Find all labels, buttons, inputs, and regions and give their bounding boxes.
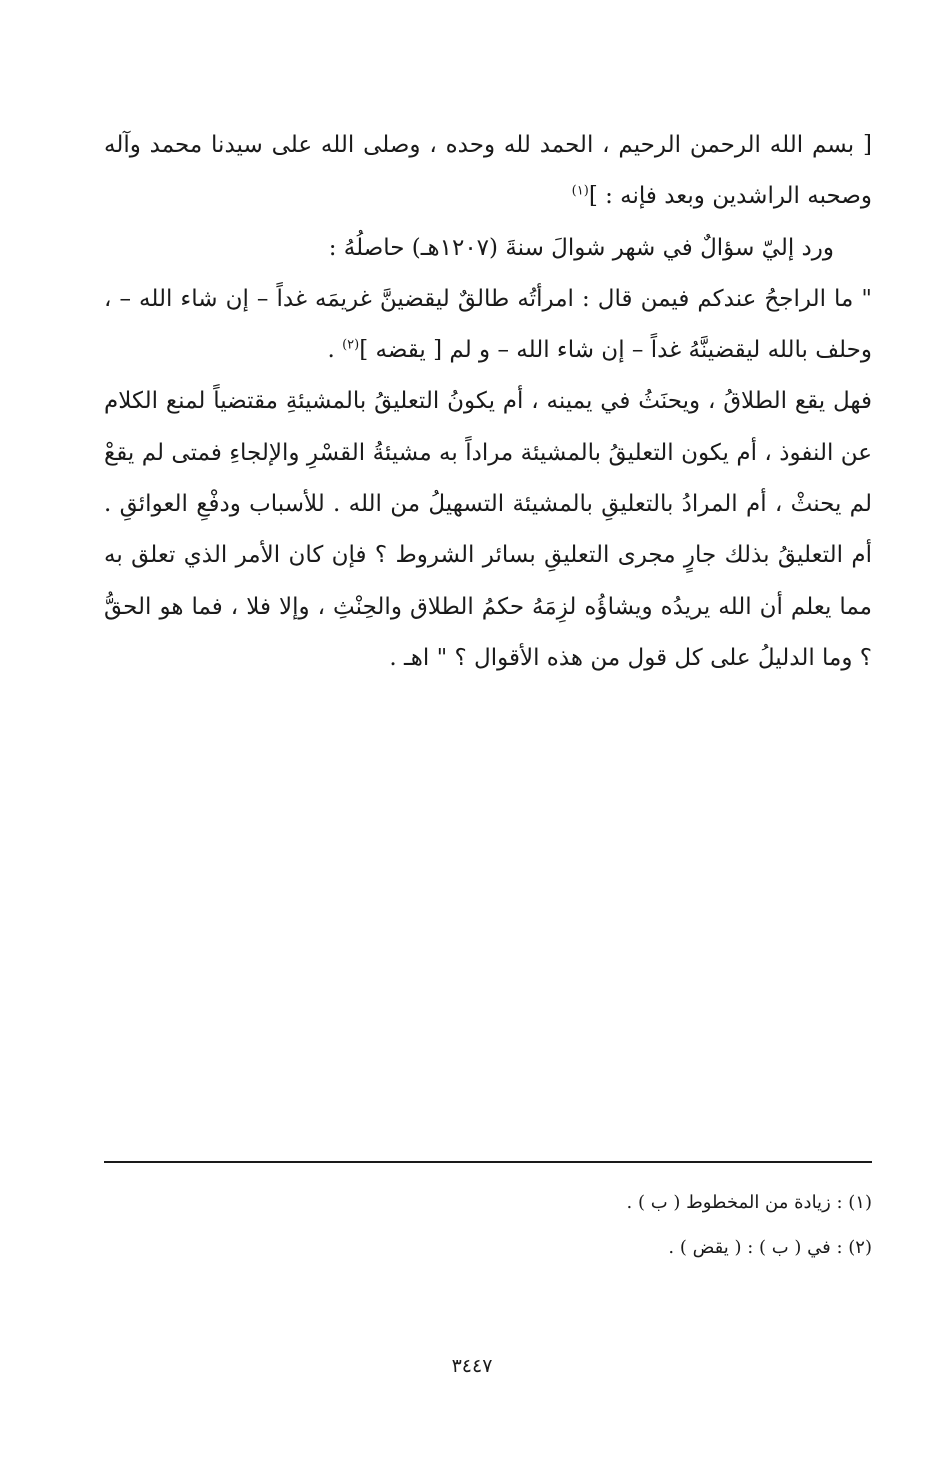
footnote-2: (٢) : في ( ب ) : ( يقض ) . [668, 1237, 872, 1258]
opening-paragraph [104, 120, 872, 223]
footnote-ref-2[interactable]: (٢) [342, 337, 360, 353]
question-quote [104, 274, 872, 377]
question-quote-end: . [327, 337, 343, 364]
main-text [104, 120, 872, 684]
opening-text: [ بسم الله الرحمن الرحيم ، الحمد لله وحده ، وصلى الله على سيدنا محمد وآله وصحبه الراشدين وبعد فإنه : ] [104, 132, 872, 210]
footnotes [104, 1180, 872, 1270]
page-number: ٣٤٤٧ [451, 1355, 493, 1377]
question-intro: ورد إليّ سؤالٌ في شهر شوالَ سنةَ (١٢٠٧هـ) حاصلُهُ : [328, 234, 834, 261]
footnote-separator [104, 1161, 872, 1163]
footnote-ref-1[interactable]: (١) [571, 183, 589, 199]
question-quote-text: " ما الراجحُ عندكم فيمن قال : امرأتُه طالقٌ ليقضينَّ غريمَه غداً – إن شاء الله – ، وحلف بالله ليقضينَّهُ غداً – إن شاء الله – و لم [ يقضه ] [104, 285, 872, 364]
footnote-1: (١) : زيادة من المخطوط ( ب ) . [626, 1192, 872, 1213]
question-details: فهل يقع الطلاقُ ، ويحنَثُ في يمينه ، أم يكونُ التعليقُ بالمشيئةِ مقتضياً لمنع الكلام عن النفوذ ، أم يكون التعليقُ بالمشيئة مراداً به مشيئةُ القسْرِ والإلجاءِ فمتى لم يقعْ لم يحنثْ ، أم المرادُ بالتعليقِ بالمشيئة التسهيلُ من الله . للأسباب ودفْعِ العوائقِ . أم التعليقُ بذلك جارٍ مجرى التعليقِ بسائر الشروط ؟ فإن كان الأمر الذي تعلق به مما يعلم أن الله يريدُه ويشاؤُه لزِمَهُ حكمُ الطلاق والحِنْثِ ، وإلا فلا ، فما هو الحقُّ ؟ وما الدليلُ على كل قول من هذه الأقوال ؟ " اهـ . [104, 388, 872, 671]
